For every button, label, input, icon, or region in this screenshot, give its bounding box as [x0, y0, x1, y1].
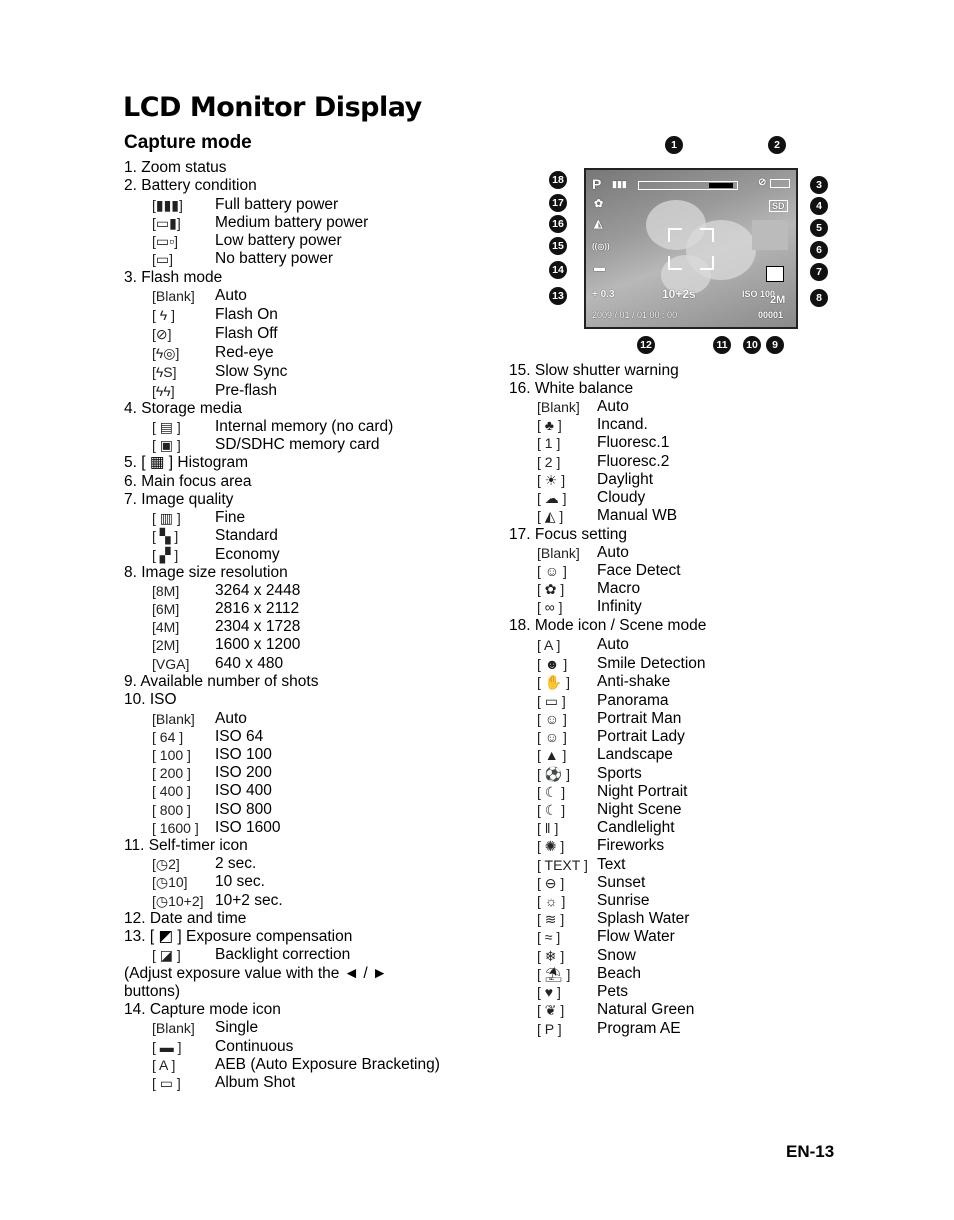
list-item-icon: [Blank]	[537, 545, 580, 561]
list-item-icon: [ ▭ ]	[152, 1075, 181, 1091]
list-item-label: Night Scene	[597, 801, 682, 818]
list-item-label: Flash On	[215, 306, 278, 323]
list-item-icon: [4M]	[152, 619, 180, 635]
focus-bracket	[668, 228, 682, 242]
list-item-icon: [◷2]	[152, 856, 180, 872]
callout-5: 5	[810, 219, 828, 237]
list-item-label: Fine	[215, 509, 246, 526]
zoom-bar	[638, 181, 738, 190]
list-item-icon: [ 2 ]	[537, 454, 561, 470]
list-item-icon: [ 1 ]	[537, 435, 561, 451]
list-item-icon: [ ✋ ]	[537, 674, 570, 690]
list-item-label: Daylight	[597, 471, 653, 488]
focus-bracket	[700, 228, 714, 242]
white-balance-icon: ◭	[594, 218, 603, 230]
storage-icon: SD	[769, 200, 788, 212]
callout-16: 16	[549, 215, 567, 233]
lcd-display-illustration	[584, 168, 798, 329]
list-item-label: Sports	[597, 765, 642, 782]
list-item-icon: [ ⛱ ]	[537, 966, 571, 982]
section-heading: Capture mode	[124, 132, 252, 153]
list-item-icon: [ ☾ ]	[537, 802, 566, 818]
list-item-icon: [ ❦ ]	[537, 1002, 565, 1018]
list-item-label: Fluoresc.1	[597, 434, 670, 451]
list-item-icon: [ ϟ ]	[152, 307, 175, 323]
list-item-label: Portrait Man	[597, 710, 682, 727]
list-item-icon: [▭▫]	[152, 233, 178, 249]
list-item: 12. Date and time	[124, 910, 247, 927]
callout-11: 11	[713, 336, 731, 354]
list-item: 14. Capture mode icon	[124, 1001, 281, 1018]
list-item-icon: [ ⚽ ]	[537, 766, 570, 782]
list-item-label: Infinity	[597, 598, 642, 615]
list-item-label: Auto	[597, 544, 629, 561]
list-item-label: Auto	[215, 287, 247, 304]
shots-remaining: 00001	[758, 310, 784, 320]
list-item: 13. [ ◩ ] Exposure compensation	[124, 928, 353, 945]
list-item-icon: [ ▞ ]	[152, 547, 179, 563]
list-item-label: Standard	[215, 527, 278, 544]
list-item-label: Face Detect	[597, 562, 681, 579]
list-item: 16. White balance	[509, 380, 634, 397]
list-item-label: Full battery power	[215, 196, 339, 213]
histogram-icon	[752, 220, 788, 250]
list-item-label: ISO 800	[215, 801, 272, 818]
list-item: 9. Available number of shots	[124, 673, 319, 690]
callout-8: 8	[810, 289, 828, 307]
list-item-label: Panorama	[597, 692, 669, 709]
list-item-label: Incand.	[597, 416, 648, 433]
list-item-label: Beach	[597, 965, 641, 982]
list-item-icon: [ϟ◎]	[152, 345, 180, 361]
list-item-label: Landscape	[597, 746, 673, 763]
lcd-mode-letter: P	[592, 176, 602, 192]
list-item-icon: [ 1600 ]	[152, 820, 199, 836]
list-item: 6. Main focus area	[124, 473, 252, 490]
exposure-value: + 0.3	[592, 289, 615, 300]
callout-9: 9	[766, 336, 784, 354]
list-item-label: Splash Water	[597, 910, 690, 927]
callout-1: 1	[665, 136, 683, 154]
zoom-bar-fill	[709, 183, 733, 188]
continuous-icon: ▬	[594, 262, 605, 274]
list-item-icon: [ 400 ]	[152, 783, 191, 799]
page-number: EN-13	[786, 1142, 835, 1161]
list-item-icon: [ ❄ ]	[537, 948, 565, 964]
list-item-label: SD/SDHC memory card	[215, 436, 380, 453]
list-item: 10. ISO	[124, 691, 177, 708]
list-item-icon: [ ▲ ]	[537, 747, 567, 763]
list-item-icon: [ A ]	[152, 1057, 176, 1073]
list-item-label: ISO 400	[215, 782, 272, 799]
list-item-label: Album Shot	[215, 1074, 296, 1091]
list-item-label: No battery power	[215, 250, 334, 267]
list-item-icon: [ ☾ ]	[537, 784, 566, 800]
callout-3: 3	[810, 176, 828, 194]
list-item-label: Snow	[597, 947, 636, 964]
callout-18: 18	[549, 171, 567, 189]
list-item-label: Candlelight	[597, 819, 675, 836]
list-item-icon: [ 200 ]	[152, 765, 191, 781]
list-item-label: ISO 64	[215, 728, 264, 745]
list-item-icon: [ϟS]	[152, 364, 177, 380]
macro-icon: ✿	[594, 198, 604, 210]
list-item: 8. Image size resolution	[124, 564, 288, 581]
list-item-label: Backlight correction	[215, 946, 351, 963]
list-item-label: Internal memory (no card)	[215, 418, 394, 435]
list-item-label: Sunrise	[597, 892, 650, 909]
list-item-label: 10 sec.	[215, 873, 265, 890]
list-item-label: 1600 x 1200	[215, 636, 301, 653]
list-item-icon: [ ☁ ]	[537, 490, 567, 506]
battery-icon	[770, 179, 790, 188]
list-item: 11. Self-timer icon	[124, 837, 248, 854]
callout-6: 6	[810, 241, 828, 259]
list-item-icon: [6M]	[152, 601, 180, 617]
list-item-label: ISO 1600	[215, 819, 281, 836]
list-item-label: Slow Sync	[215, 363, 288, 380]
list-item-icon: [VGA]	[152, 656, 190, 672]
list-item-label: Economy	[215, 546, 280, 563]
list-item: 3. Flash mode	[124, 269, 223, 286]
list-item-label: ISO 100	[215, 746, 272, 763]
list-item-label: Fireworks	[597, 837, 665, 854]
list-item-label: 10+2 sec.	[215, 892, 283, 909]
callout-10: 10	[743, 336, 761, 354]
list-item-icon: [ ☻ ]	[537, 656, 568, 672]
list-item-label: Auto	[597, 398, 629, 415]
list-item-label: Sunset	[597, 874, 646, 891]
callout-14: 14	[549, 261, 567, 279]
list-item-label: Flow Water	[597, 928, 675, 945]
list-item-label: Fluoresc.2	[597, 453, 670, 470]
list-item-icon: [⊘]	[152, 326, 172, 342]
list-item-label: 2816 x 2112	[215, 600, 300, 617]
list-item-label: 3264 x 2448	[215, 582, 301, 599]
callout-12: 12	[637, 336, 655, 354]
list-item-icon: [8M]	[152, 583, 180, 599]
list-item: 4. Storage media	[124, 400, 243, 417]
list-item-icon: [▭]	[152, 251, 174, 267]
page-title: LCD Monitor Display	[123, 92, 422, 123]
list-item-icon: [ ▣ ]	[152, 437, 181, 453]
list-item-icon: [ ♥ ]	[537, 984, 561, 1000]
list-item-icon: [ ▭ ]	[537, 693, 566, 709]
list-item: 1. Zoom status	[124, 159, 227, 176]
resolution-value: 2M	[770, 294, 786, 306]
list-item-icon: [ ☀ ]	[537, 472, 566, 488]
list-item-label: Program AE	[597, 1020, 681, 1037]
list-item-label: Auto	[597, 636, 629, 653]
list-item-label: Text	[597, 856, 626, 873]
flash-off-icon: ⊘	[758, 177, 767, 188]
list-item-icon: [ TEXT ]	[537, 857, 588, 873]
slow-shutter-icon: ▮▮▮	[612, 179, 627, 189]
callout-4: 4	[810, 197, 828, 215]
list-item-label: Red-eye	[215, 344, 274, 361]
list-item-label: Continuous	[215, 1038, 294, 1055]
anti-shake-icon: ((◎))	[592, 242, 610, 251]
list-item-icon: [ ☺ ]	[537, 711, 567, 727]
list-item-icon: [ ☺ ]	[537, 563, 567, 579]
list-item-icon: [ ✿ ]	[537, 581, 565, 597]
list-item-icon: [▭▮]	[152, 215, 181, 231]
list-item: (Adjust exposure value with the ◄ / ►	[124, 965, 388, 982]
list-item: 2. Battery condition	[124, 177, 257, 194]
list-item-icon: [ ☼ ]	[537, 893, 566, 909]
list-item-label: Medium battery power	[215, 214, 369, 231]
quality-icon	[766, 266, 784, 282]
list-item-label: Portrait Lady	[597, 728, 685, 745]
list-item-label: Pre-flash	[215, 382, 278, 399]
list-item-icon: [ ▤ ]	[152, 419, 181, 435]
list-item: buttons)	[124, 983, 181, 1000]
list-item-icon: [◷10]	[152, 874, 188, 890]
list-item-label: Manual WB	[597, 507, 678, 524]
list-item-icon: [ϟϟ]	[152, 383, 175, 399]
list-item-icon: [Blank]	[152, 1020, 195, 1036]
list-item-icon: [Blank]	[152, 288, 195, 304]
callout-17: 17	[549, 194, 567, 212]
list-item-icon: [Blank]	[537, 399, 580, 415]
list-item-icon: [ 64 ]	[152, 729, 184, 745]
list-item-icon: [▮▮▮]	[152, 197, 183, 213]
list-item-icon: [ ♣ ]	[537, 417, 562, 433]
list-item-label: Smile Detection	[597, 655, 706, 672]
list-item-label: ISO 200	[215, 764, 272, 781]
list-item-icon: [ 100 ]	[152, 747, 191, 763]
list-item-icon: [ ▬ ]	[152, 1039, 182, 1055]
list-item-label: 640 x 480	[215, 655, 284, 672]
list-item-icon: [ ≋ ]	[537, 911, 565, 927]
list-item-icon: [ ◭ ]	[537, 508, 564, 524]
list-item-icon: [ ✺ ]	[537, 838, 565, 854]
list-item-label: Flash Off	[215, 325, 278, 342]
callout-15: 15	[549, 237, 567, 255]
self-timer-value: 10+2s	[662, 287, 696, 301]
callout-2: 2	[768, 136, 786, 154]
list-item-icon: [ ▥ ]	[152, 510, 181, 526]
list-item: 5. [ ▦ ] Histogram	[124, 454, 249, 471]
list-item-icon: [ 800 ]	[152, 802, 191, 818]
list-item-icon: [ ‖ ]	[537, 820, 559, 836]
list-item-icon: [2M]	[152, 637, 180, 653]
list-item-label: AEB (Auto Exposure Bracketing)	[215, 1056, 440, 1073]
list-item-label: 2304 x 1728	[215, 618, 301, 635]
callout-7: 7	[810, 263, 828, 281]
date-time: 2009 / 01 / 01 00 : 00	[592, 310, 678, 320]
list-item: 18. Mode icon / Scene mode	[509, 617, 707, 634]
list-item-label: Night Portrait	[597, 783, 688, 800]
list-item: 15. Slow shutter warning	[509, 362, 679, 379]
callout-13: 13	[549, 287, 567, 305]
list-item-icon: [ ≈ ]	[537, 929, 561, 945]
focus-bracket	[700, 256, 714, 270]
list-item-label: Single	[215, 1019, 259, 1036]
list-item-icon: [ ⊖ ]	[537, 875, 565, 891]
list-item-icon: [ ∞ ]	[537, 599, 563, 615]
iso-value: ISO 100	[742, 289, 776, 299]
list-item-label: Low battery power	[215, 232, 342, 249]
list-item-label: Natural Green	[597, 1001, 695, 1018]
list-item-label: Cloudy	[597, 489, 646, 506]
list-item-label: Macro	[597, 580, 641, 597]
list-item: 17. Focus setting	[509, 526, 628, 543]
list-item-icon: [ ☺ ]	[537, 729, 567, 745]
focus-bracket	[668, 256, 682, 270]
list-item-icon: [ A ]	[537, 637, 561, 653]
list-item-icon: [ P ]	[537, 1021, 562, 1037]
list-item-icon: [ ▚ ]	[152, 528, 179, 544]
list-item-label: Pets	[597, 983, 629, 1000]
list-item-label: Anti-shake	[597, 673, 671, 690]
list-item-icon: [Blank]	[152, 711, 195, 727]
list-item-icon: [ ◪ ]	[152, 947, 181, 963]
list-item-icon: [◷10+2]	[152, 893, 204, 909]
list-item-label: Auto	[215, 710, 247, 727]
list-item-label: 2 sec.	[215, 855, 257, 872]
list-item: 7. Image quality	[124, 491, 234, 508]
